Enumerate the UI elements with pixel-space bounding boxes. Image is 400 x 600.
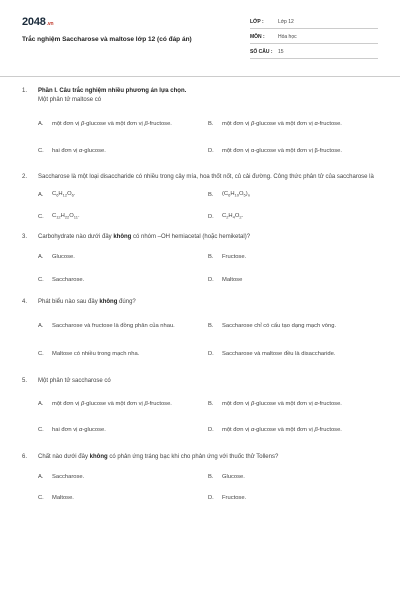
question-3 [22, 233, 378, 287]
meta-key: LỚP : [250, 19, 264, 25]
option-b[interactable]: B. một đơn vị β-glucose và một đơn vị α-fructose. [208, 120, 342, 127]
header-left [22, 14, 192, 43]
meta-row-count [250, 47, 378, 59]
option-c[interactable]: C. hai đơn vị α-glucose. [38, 147, 106, 154]
meta-row-subject [250, 32, 378, 44]
question-stem [22, 87, 378, 105]
question-text: Carbohydrate nào dưới đây không có nhóm –OH hemiacetal (hoặc hemiketal)? [38, 234, 251, 240]
question-4 [22, 298, 378, 365]
options [38, 315, 378, 365]
meta-row-class [250, 17, 378, 29]
option-c[interactable]: C. Saccharose. [38, 276, 85, 283]
question-number: 2. [22, 174, 28, 180]
options [38, 470, 378, 505]
option-c[interactable]: C. hai đơn vị α-glucose. [38, 426, 106, 433]
brand-tld: .vn [46, 21, 54, 27]
question-text: Chất nào dưới đây không có phản ứng tráng bạc khi cho phản ứng với thuốc thử Tollens? [38, 454, 279, 460]
option-d[interactable]: D. Fructose. [208, 494, 247, 501]
option-a[interactable]: A. một đơn vị β-glucose và một đơn vị β-fructose. [38, 400, 172, 407]
question-number: 3. [22, 234, 28, 240]
option-d[interactable]: D. một đơn vị α-glucose và một đơn vị β-fructose. [208, 147, 342, 154]
option-d[interactable]: D. một đơn vị α-glucose và một đơn vị β-fructose. [208, 426, 342, 433]
meta-value: 15 [278, 49, 284, 55]
option-a[interactable]: A. Saccharose và fructose là đồng phân của nhau. [38, 322, 175, 329]
header [22, 14, 378, 62]
question-stem [22, 377, 378, 386]
question-number: 5. [22, 378, 28, 384]
meta-value: Hóa học [278, 34, 297, 40]
option-c[interactable]: C. $C_{12}H_{22}O_{11}$. [38, 213, 80, 220]
option-a[interactable]: A. một đơn vị β-glucose và một đơn vị β-fructose. [38, 120, 172, 127]
options [38, 113, 378, 162]
option-b[interactable]: B. Glucose. [208, 473, 245, 480]
question-1 [22, 87, 378, 162]
question-stem [22, 298, 378, 307]
options [38, 393, 378, 441]
question-text: Một phân tử maltose có [38, 97, 102, 103]
question-5 [22, 377, 378, 441]
option-b[interactable]: B. Fructose. [208, 253, 247, 260]
question-number: 6. [22, 454, 28, 460]
meta-value: Lớp 12 [278, 19, 294, 25]
question-stem [22, 173, 378, 182]
question-6 [22, 453, 378, 505]
option-c[interactable]: C. Maltose có nhiều trong mạch nha. [38, 350, 140, 357]
question-text: Một phân tử saccharose có [38, 378, 111, 384]
question-text: Saccharose là một loại disaccharide có nhiều trong cây mía, hoa thốt nốt, củ cải đường. Công thức phân tử của saccharose là [38, 174, 374, 180]
brand-name: 2048 [22, 16, 46, 28]
option-a[interactable]: A. Saccharose. [38, 473, 85, 480]
option-a[interactable]: A. $C_6H_{12}O_6$. [38, 191, 76, 198]
meta-key: SỐ CÂU : [250, 49, 273, 55]
option-d[interactable]: D. Saccharose và maltose đều là disaccharide. [208, 350, 336, 357]
option-c[interactable]: C. Maltose. [38, 494, 74, 501]
brand-logo[interactable] [22, 16, 192, 28]
question-number: 4. [22, 299, 28, 305]
question-2 [22, 173, 378, 224]
meta-table [250, 17, 378, 62]
option-b[interactable]: B. một đơn vị β-glucose và một đơn vị α-fructose. [208, 400, 342, 407]
option-a[interactable]: A. Glucose. [38, 253, 75, 260]
question-stem [22, 453, 378, 462]
option-d[interactable]: D. Maltose [208, 276, 243, 283]
option-d[interactable]: D. $C_2H_4O_2$. [208, 213, 244, 220]
section-heading: Phần I. Câu trắc nghiệm nhiều phương án lựa chọn. [38, 88, 187, 94]
option-b[interactable]: B. Saccharose chỉ có cấu tạo dạng mạch vòng. [208, 322, 337, 329]
options [38, 188, 378, 224]
question-number: 1. [22, 88, 28, 94]
question-stem [22, 233, 378, 242]
option-b[interactable]: B. $(C_6H_{10}O_5)_n$ [208, 191, 250, 198]
page-title: Trắc nghiệm Saccharose và maltose lớp 12 (có đáp án) [22, 36, 192, 43]
meta-key: MÔN : [250, 34, 265, 40]
options [38, 250, 378, 287]
header-divider [0, 76, 400, 77]
question-text: Phát biểu nào sau đây không đúng? [38, 299, 136, 305]
